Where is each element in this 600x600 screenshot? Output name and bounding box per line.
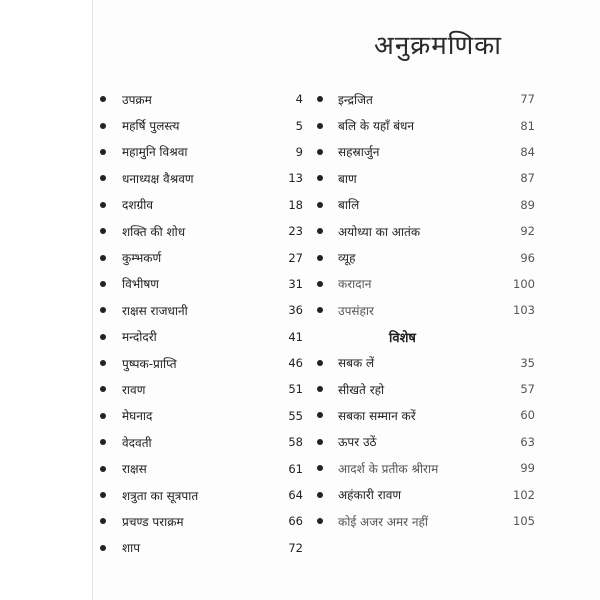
bullet-icon [100,518,106,524]
index-entry [93,376,303,402]
index-entry [93,165,303,191]
entry-page-number: 46 [288,356,303,371]
entry-page-number: 18 [288,197,303,212]
bullet-icon [317,386,323,392]
bullet-icon [100,360,106,366]
entry-page-number: 100 [513,276,535,291]
bullet-icon [317,175,323,181]
bullet-icon [100,96,106,102]
entry-page-number: 31 [288,276,303,291]
special-entry [313,350,535,376]
index-entry [93,535,303,561]
bullet-icon [317,360,323,366]
special-entry [313,429,535,455]
bullet-icon [317,228,323,234]
bullet-icon [100,202,106,208]
special-entry [313,508,535,534]
bullet-icon [100,175,106,181]
entry-page-number: 81 [520,118,535,133]
index-entry [313,244,535,270]
entry-page-number: 51 [288,382,303,397]
bullet-icon [317,518,323,524]
entry-page-number: 41 [288,329,303,344]
index-entry [313,271,535,297]
entry-title: मन्दोदरी [122,330,157,345]
index-entry [313,112,535,138]
index-entry [313,218,535,244]
entry-page-number: 60 [520,408,535,423]
entry-page-number: 9 [295,144,303,159]
index-entry [93,508,303,534]
bullet-icon [100,307,106,313]
entry-title: आदर्श के प्रतीक श्रीराम [338,461,439,476]
entry-title: वेदवती [122,435,152,450]
index-page [92,0,600,600]
entry-title: सबका सम्मान करें [338,408,416,423]
right-column [313,86,535,534]
entry-page-number: 27 [288,250,303,265]
entry-title: शाप [122,541,141,556]
entry-page-number: 102 [513,487,535,502]
bullet-icon [100,334,106,340]
special-entry [313,455,535,481]
index-entry [93,324,303,350]
entry-title: बाण [338,171,357,186]
entry-title: मेघनाद [122,409,153,424]
entry-page-number: 92 [520,224,535,239]
bullet-icon [317,307,323,313]
index-entry [313,139,535,165]
index-entry [313,86,535,112]
entry-title: राक्षस राजधानी [122,303,188,318]
special-entry [313,376,535,402]
index-entry [313,165,535,191]
left-column [93,86,303,561]
entry-page-number: 58 [288,435,303,450]
entry-page-number: 36 [288,303,303,318]
index-entry [313,192,535,218]
special-entry [313,481,535,507]
special-section-heading: विशेष [389,330,416,346]
bullet-icon [317,202,323,208]
bullet-icon [317,281,323,287]
entry-page-number: 72 [288,540,303,555]
entry-page-number: 96 [520,250,535,265]
bullet-icon [100,386,106,392]
index-entry [93,429,303,455]
entry-title: दशग्रीव [122,198,154,213]
entry-page-number: 5 [295,118,303,133]
entry-title: अयोध्या का आतंक [338,224,421,239]
bullet-icon [317,255,323,261]
entry-title: पुष्पक-प्राप्ति [122,356,177,371]
entry-page-number: 99 [520,461,535,476]
bullet-icon [100,466,106,472]
entry-title: प्रचण्ड पराक्रम [122,514,184,529]
entry-title: धनाध्यक्ष वैश्रवण [122,171,194,186]
entry-page-number: 105 [513,514,535,529]
page-title: अनुक्रमणिका [373,31,502,61]
entry-page-number: 4 [295,92,303,107]
index-entry [93,350,303,376]
entry-title: बालि [338,198,360,213]
bullet-icon [100,123,106,129]
entry-title: करादान [338,277,372,292]
entry-page-number: 84 [520,144,535,159]
bullet-icon [100,545,106,551]
entry-page-number: 77 [520,92,535,107]
entry-title: रावण [122,382,146,397]
index-entry [93,403,303,429]
index-entry [93,139,303,165]
entry-title: कुम्भकर्ण [122,251,162,266]
index-entry [93,297,303,323]
entry-title: शक्ति की शोध [122,224,186,239]
bullet-icon [317,96,323,102]
entry-page-number: 64 [288,488,303,503]
entry-title: उपक्रम [122,92,152,107]
entry-title: उपसंहार [338,303,374,318]
index-entry [93,192,303,218]
special-entry [313,402,535,428]
index-entry [313,297,535,323]
entry-title: राक्षस [122,462,147,477]
index-entry [93,271,303,297]
entry-page-number: 35 [520,355,535,370]
entry-page-number: 57 [520,382,535,397]
entry-page-number: 13 [288,171,303,186]
entry-title: सबक लें [338,356,375,371]
bullet-icon [317,492,323,498]
entry-page-number: 23 [288,224,303,239]
entry-title: ऊपर उठें [338,435,377,450]
entry-title: सीखते रहो [338,382,385,397]
entry-title: सहस्रार्जुन [338,145,380,160]
bullet-icon [100,439,106,445]
bullet-icon [100,281,106,287]
bullet-icon [100,413,106,419]
entry-page-number: 55 [288,408,303,423]
entry-title: महर्षि पुलस्त्य [122,119,180,134]
entry-title: अहंकारी रावण [338,488,402,503]
entry-title: इन्द्रजित [338,92,373,107]
entry-page-number: 87 [520,171,535,186]
entry-title: विभीषण [122,277,159,292]
index-entry [93,112,303,138]
bullet-icon [317,465,323,471]
bullet-icon [317,123,323,129]
entry-page-number: 103 [513,303,535,318]
entry-title: कोई अजर अमर नहीं [338,514,429,529]
bullet-icon [100,255,106,261]
bullet-icon [100,492,106,498]
index-entry [93,244,303,270]
entry-page-number: 89 [520,197,535,212]
entry-title: व्यूह [338,251,356,266]
index-entry [93,86,303,112]
bullet-icon [100,149,106,155]
bullet-icon [317,149,323,155]
entry-title: शत्रुता का सूत्रपात [122,488,199,503]
bullet-icon [317,412,323,418]
bullet-icon [100,228,106,234]
entry-page-number: 66 [288,514,303,529]
entry-page-number: 61 [288,461,303,476]
bullet-icon [317,439,323,445]
index-entry [93,482,303,508]
entry-page-number: 63 [520,434,535,449]
index-entry [93,455,303,481]
index-entry [93,218,303,244]
entry-title: बलि के यहाँ बंधन [338,119,415,134]
entry-title: महामुनि विश्रवा [122,145,188,160]
